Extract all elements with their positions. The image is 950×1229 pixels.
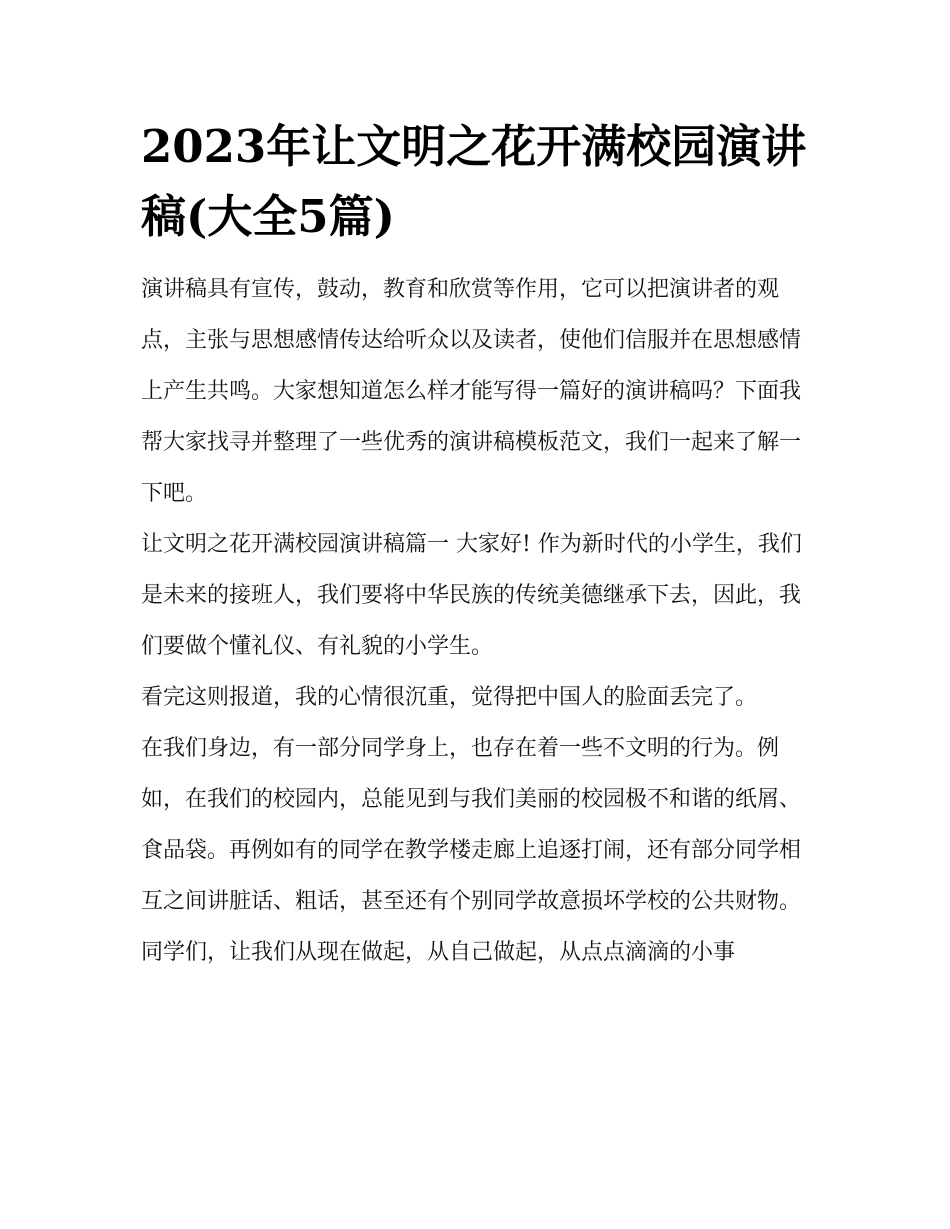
paragraph-intro: 演讲稿具有宣传，鼓动，教育和欣赏等作用，它可以把演讲者的观点，主张与思想感情传达给听众以及读者，使他们信服并在思想感情上产生共鸣。大家想知道怎么样才能写得一篇好的演讲稿吗？下面我帮大家找寻并整理了一些优秀的演讲稿模板范文，我们一起来了解一下吧。 (141, 277, 802, 506)
paragraph-speech-one: 让文明之花开满校园演讲稿篇一 大家好! 作为新时代的小学生，我们是未来的接班人，我们要将中华民族的传统美德继承下去，因此，我们要做个懂礼仪、有礼貌的小学生。 (141, 532, 802, 659)
document-page (141, 112, 813, 978)
document-title: 2023年让文明之花开满校园演讲稿(大全5篇) (141, 120, 807, 243)
paragraph-call-to-action: 同学们，让我们从现在做起，从自己做起，从点点滴滴的小事 (141, 940, 736, 965)
paragraph-report: 看完这则报道，我的心情很沉重，觉得把中国人的脸面丢完了。 (141, 685, 758, 710)
paragraph-behavior: 在我们身边，有一部分同学身上，也存在着一些不文明的行为。例如，在我们的校园内，总能见到与我们美丽的校园极不和谐的纸屑、食品袋。再例如有的同学在教学楼走廊上追逐打闹，还有部分同学相互之间讲脏话、粗话，甚至还有个别同学故意损坏学校的公共财物。 (141, 736, 802, 914)
